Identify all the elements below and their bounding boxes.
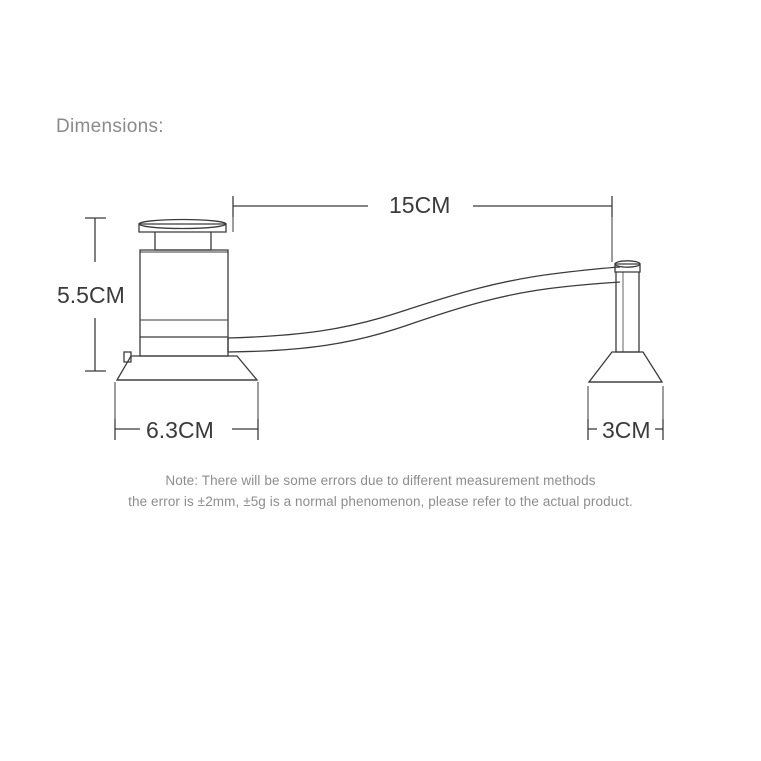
note-line-2: the error is ±2mm, ±5g is a normal phenomenon, please refer to the actual product. — [128, 494, 633, 509]
note-line-1: Note: There will be some errors due to different measurement methods — [165, 473, 596, 488]
dimension-label-5-5cm: 5.5CM — [57, 282, 125, 308]
spout-outlet — [589, 261, 662, 382]
spout-arm — [228, 267, 620, 352]
dimension-label-6-3cm: 6.3CM — [146, 417, 214, 443]
faucet-body — [117, 220, 257, 381]
page-title: Dimensions: — [56, 116, 164, 137]
dimension-label-15cm: 15CM — [389, 192, 451, 218]
dimension-label-3cm: 3CM — [602, 417, 651, 443]
